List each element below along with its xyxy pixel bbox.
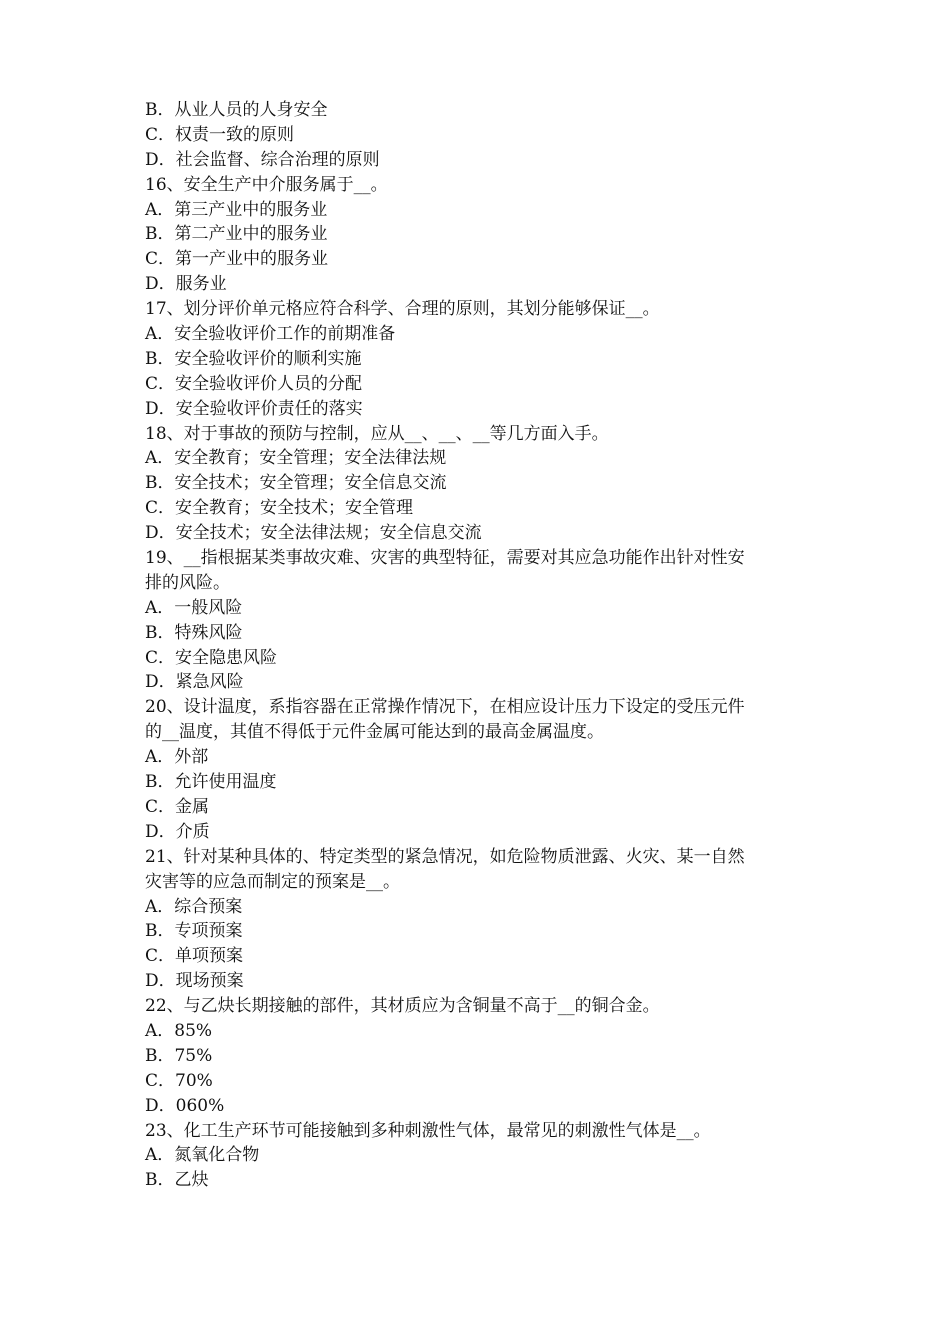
option-line: A．一般风险 <box>145 597 243 618</box>
option-line: C．70% <box>145 1070 213 1091</box>
option-line: B．乙炔 <box>145 1170 209 1191</box>
question-22: 22、与乙炔长期接触的部件，其材质应为含铜量不高于__的铜合金。 <box>145 996 660 1017</box>
option-line: D．紧急风险 <box>145 672 244 693</box>
option-line: C．安全隐患风险 <box>145 647 278 668</box>
option-line: D．现场预案 <box>145 971 244 992</box>
option-line: D．安全验收评价责任的落实 <box>145 398 363 419</box>
option-line: D．介质 <box>145 821 210 842</box>
option-line: D．安全技术；安全法律法规；安全信息交流 <box>145 523 482 544</box>
option-line: A．综合预案 <box>145 896 243 917</box>
option-line: D．060% <box>145 1095 225 1116</box>
option-line: B．允许使用温度 <box>145 772 277 793</box>
option-line: D．社会监督、综合治理的原则 <box>145 149 380 170</box>
option-line: B．从业人员的人身安全 <box>145 100 328 120</box>
question-16: 16、安全生产中介服务属于__。 <box>145 174 388 195</box>
question-21-continued: 灾害等的应急而制定的预案是__。 <box>145 871 400 892</box>
option-line: B．专项预案 <box>145 921 243 942</box>
option-line: C．权责一致的原则 <box>145 124 295 145</box>
question-21: 21、针对某种具体的、特定类型的紧急情况，如危险物质泄露、火灾、某一自然 <box>145 846 745 867</box>
option-line: A．安全教育；安全管理；安全法律法规 <box>145 448 447 469</box>
option-line: C．单项预案 <box>145 946 244 967</box>
option-line: C．第一产业中的服务业 <box>145 249 329 270</box>
option-line: B．第二产业中的服务业 <box>145 224 328 245</box>
question-18: 18、对于事故的预防与控制，应从__、__、__等几方面入手。 <box>145 423 609 444</box>
option-line: D．服务业 <box>145 274 227 295</box>
question-20: 20、设计温度，系指容器在正常操作情况下，在相应设计压力下设定的受压元件 <box>145 697 745 718</box>
option-line: A．氮氧化合物 <box>145 1145 260 1166</box>
option-line: C．安全验收评价人员的分配 <box>145 373 363 394</box>
question-19-continued: 排的风险。 <box>145 572 230 593</box>
question-20-continued: 的__温度，其值不得低于元件金属可能达到的最高金属温度。 <box>145 722 604 743</box>
document-body <box>145 98 817 1193</box>
option-line: A．外部 <box>145 747 209 768</box>
option-line: B．安全技术；安全管理；安全信息交流 <box>145 473 447 494</box>
option-line: B．特殊风险 <box>145 622 243 643</box>
option-line: C．安全教育；安全技术；安全管理 <box>145 498 414 519</box>
question-17: 17、划分评价单元格应符合科学、合理的原则，其划分能够保证__。 <box>145 299 660 320</box>
option-line: A．第三产业中的服务业 <box>145 199 328 220</box>
question-19: 19、__指根据某类事故灾难、灾害的典型特征，需要对其应急功能作出针对性安 <box>145 548 745 569</box>
option-line: B．75% <box>145 1045 213 1066</box>
option-line: C．金属 <box>145 796 210 817</box>
option-line: B．安全验收评价的顺利实施 <box>145 348 362 369</box>
option-line: A．85% <box>145 1020 213 1041</box>
question-23: 23、化工生产环节可能接触到多种刺激性气体，最常见的刺激性气体是__。 <box>145 1120 711 1141</box>
option-line: A．安全验收评价工作的前期准备 <box>145 324 396 345</box>
